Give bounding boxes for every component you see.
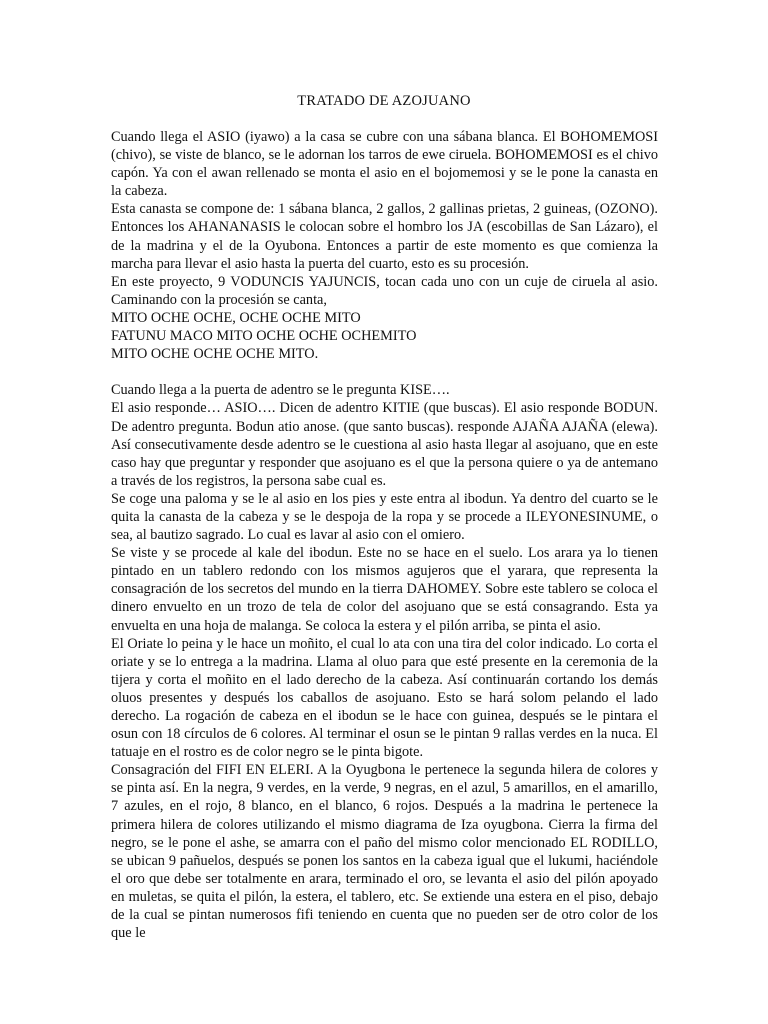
paragraph: El Oriate lo peina y le hace un moñito, el cual lo ata con una tira del color indicado. Lo corta el oriate y se lo entrega a la madrina. Llama al oluo para que esté presente en la ceremonia de la tijera y corta el moñito en el lado derecho de la cabeza. Así continuarán cortando los demás oluos presentes y después los caballos de asojuano. Esto se hará solom pelando el lado derecho. La rogación de cabeza en el ibodun se le hace con guinea, después se le pintara el osun con 18 círculos de 6 colores. Al terminar el osun se le pintan 9 rallas verdes en la nuca. El tatuaje en el rostro es de color negro se le pinta bigote. — [111, 635, 658, 761]
paragraph: Cuando llega a la puerta de adentro se le pregunta KISE…. — [111, 382, 450, 399]
document-title: TRATADO DE AZOJUANO — [297, 93, 471, 109]
paragraph: Cuando llega el ASIO (iyawo) a la casa se cubre con una sábana blanca. El BOHOMEMOSI (chivo), se viste de blanco, se le adornan los tarros de ewe ciruela. BOHOMEMOSI es el chivo capón. Ya con el awan rellenado se monta el asio en el bojomemosi y se le pone la canasta en la cabeza. — [111, 129, 658, 200]
paragraph: Se coge una paloma y se le al asio en los pies y este entra al ibodun. Ya dentro del cuarto se le quita la canasta de la cabeza y se le despoja de la ropa y se procede a ILEYONESINUME, o sea, al bautizo sagrado. Lo cual es lavar al asio con el omiero. — [111, 490, 658, 544]
blank-line — [111, 363, 658, 381]
chant-line: MITO OCHE OCHE, OCHE OCHE MITO — [111, 309, 361, 326]
chant-line: FATUNU MACO MITO OCHE OCHE OCHEMITO — [111, 328, 417, 345]
paragraph: Se viste y se procede al kale del ibodun. Este no se hace en el suelo. Los arara ya lo tienen pintado en un tablero redondo con los mismos agujeros que el yarara, que representa la consagración de los secretos del mundo en la tierra DAHOMEY. Sobre este tablero se coloca el dinero envuelto en un trozo de tela de color del asojuano que se está consagrando. Esta ya envuelta en una hoja de malanga. Se coloca la estera y el pilón arriba, se pinta el asio. — [111, 545, 658, 634]
paragraph: Esta canasta se compone de: 1 sábana blanca, 2 gallos, 2 gallinas prietas, 2 guineas, (OZONO). Entonces los AHANANASIS le colocan sobre el hombro los JA (escobillas de San Lázaro), el de la madrina y el de la Oyubona. Entonces a partir de este momento es que comienza la marcha para llevar el asio hasta la puerta del cuarto, esto es su procesión. — [111, 201, 658, 272]
chant-line: MITO OCHE OCHE OCHE MITO. — [111, 346, 319, 363]
document-body — [111, 128, 658, 942]
paragraph: En este proyecto, 9 VODUNCIS YAJUNCIS, tocan cada uno con un cuje de ciruela al asio. Caminando con la procesión se canta, — [111, 273, 658, 308]
paragraph: El asio responde… ASIO…. Dicen de adentro KITIE (que buscas). El asio responde BODUN. De adentro pregunta. Bodun atio anose. (que santo buscas). responde AJAÑA AJAÑA (elewa). Así consecutivamente desde adentro se le cuestiona al asio hasta llegar al asojuano, que en este caso hay que preguntar y responder que asojuano es el que la persona quiere o ya de antemano a través de los registros, la persona sabe cual es. — [111, 400, 658, 489]
paragraph: Consagración del FIFI EN ELERI. A la Oyugbona le pertenece la segunda hilera de colores y se pinta así. En la negra, 9 verdes, en la verde, 9 negras, en el azul, 5 amarillos, en el amarillo, 7 azules, en el rojo, 8 blanco, en el blanco, 6 rojos. Después a la madrina le pertenece la primera hilera de colores utilizando el mismo diagrama de Iza oyugbona. Cierra la firma del negro, se le pone el ashe, se amarra con el paño del mismo color mencionado EL RODILLO, se ubican 9 pañuelos, después se ponen los santos en la cabeza igual que el lukumi, haciéndole el oro que debe ser totalmente en arara, terminado el oro, se levanta el asio del pilón apoyado en muletas, se quita el pilón, la estera, el tablero, etc. Se extiende una estera en el piso, debajo de la cual se pintan numerosos fifi teniendo en cuenta que no pueden ser de otro color de los que le — [111, 762, 658, 942]
